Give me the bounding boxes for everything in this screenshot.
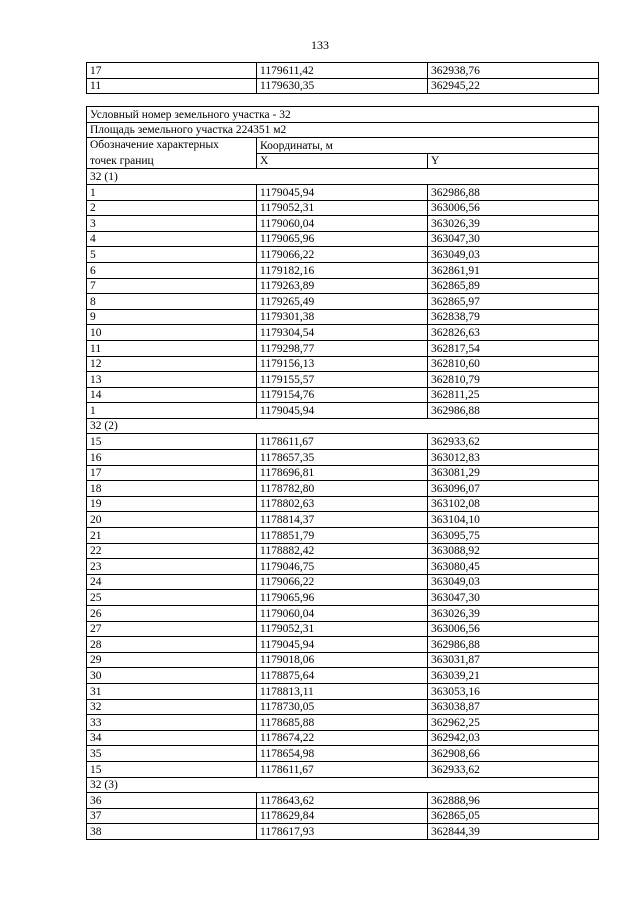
x-cell: 1179045,94 (257, 403, 428, 419)
x-cell: 1179154,76 (257, 387, 428, 403)
table-row (87, 559, 599, 575)
y-cell: 363031,87 (428, 652, 599, 668)
section-label: 32 (1) (87, 169, 599, 185)
y-cell: 362861,91 (428, 262, 599, 278)
point-cell: 6 (87, 262, 257, 278)
y-cell: 362908,66 (428, 746, 599, 762)
parcel-coordinates-table (86, 106, 599, 840)
continuation-table (86, 62, 599, 94)
table-row (87, 262, 599, 278)
point-cell: 25 (87, 590, 257, 606)
y-cell: 362888,96 (428, 793, 599, 809)
table-row (87, 730, 599, 746)
y-cell: 363038,87 (428, 699, 599, 715)
point-cell: 15 (87, 761, 257, 777)
point-cell: 20 (87, 512, 257, 528)
y-cell: 362986,88 (428, 403, 599, 419)
table-row (87, 78, 599, 94)
header-row-1 (87, 138, 599, 154)
y-cell: 363026,39 (428, 216, 599, 232)
y-cell: 363080,45 (428, 559, 599, 575)
x-cell: 1178617,93 (257, 824, 428, 840)
x-cell: 1178813,11 (257, 683, 428, 699)
table-row (87, 403, 599, 419)
point-cell: 24 (87, 574, 257, 590)
point-cell: 33 (87, 715, 257, 731)
point-cell: 36 (87, 793, 257, 809)
y-cell: 363039,21 (428, 668, 599, 684)
x-cell: 1179066,22 (257, 247, 428, 263)
table-row (87, 699, 599, 715)
table-row (87, 184, 599, 200)
x-cell: 1178643,62 (257, 793, 428, 809)
x-cell: 1178875,64 (257, 668, 428, 684)
table-row (87, 793, 599, 809)
table-row (87, 637, 599, 653)
y-cell: 363095,75 (428, 528, 599, 544)
table-row (87, 278, 599, 294)
y-header: Y (428, 153, 599, 169)
point-cell: 17 (87, 63, 257, 79)
y-cell: 363012,83 (428, 450, 599, 466)
y-cell: 362865,05 (428, 808, 599, 824)
x-cell: 1178629,84 (257, 808, 428, 824)
y-cell: 363049,03 (428, 247, 599, 263)
parcel-title: Условный номер земельного участка - 32 (87, 107, 599, 123)
section-label: 32 (2) (87, 418, 599, 434)
point-cell: 1 (87, 184, 257, 200)
table-row (87, 372, 599, 388)
x-cell: 1178730,05 (257, 699, 428, 715)
parcel-title-row (87, 107, 599, 123)
point-cell: 1 (87, 403, 257, 419)
table-row (87, 340, 599, 356)
page-number: 133 (311, 38, 329, 52)
table-row (87, 465, 599, 481)
x-cell: 1178814,37 (257, 512, 428, 528)
y-cell: 362838,79 (428, 309, 599, 325)
x-cell: 1179046,75 (257, 559, 428, 575)
point-cell: 32 (87, 699, 257, 715)
x-cell: 1178685,88 (257, 715, 428, 731)
table-row (87, 715, 599, 731)
section-label-row (87, 777, 599, 793)
y-cell: 363006,56 (428, 200, 599, 216)
point-cell: 15 (87, 434, 257, 450)
table-row (87, 450, 599, 466)
table-row (87, 63, 599, 79)
table-row (87, 200, 599, 216)
y-cell: 363104,10 (428, 512, 599, 528)
points-header-line1: Обозначение характерных (87, 138, 257, 154)
x-cell: 1179304,54 (257, 325, 428, 341)
points-header-line2: точек границ (87, 153, 257, 169)
point-cell: 8 (87, 294, 257, 310)
table-row (87, 808, 599, 824)
x-cell: 1178782,80 (257, 481, 428, 497)
y-cell: 363049,03 (428, 574, 599, 590)
point-cell: 13 (87, 372, 257, 388)
table-row (87, 325, 599, 341)
point-cell: 5 (87, 247, 257, 263)
x-cell: 1178611,67 (257, 761, 428, 777)
point-cell: 4 (87, 231, 257, 247)
point-cell: 28 (87, 637, 257, 653)
parcel-area: Площадь земельного участка 224351 м2 (87, 122, 599, 138)
point-cell: 30 (87, 668, 257, 684)
table-row (87, 590, 599, 606)
table-row (87, 543, 599, 559)
point-cell: 37 (87, 808, 257, 824)
y-cell: 362865,89 (428, 278, 599, 294)
point-cell: 35 (87, 746, 257, 762)
y-cell: 362986,88 (428, 637, 599, 653)
x-header: X (257, 153, 428, 169)
x-cell: 1179066,22 (257, 574, 428, 590)
y-cell: 363081,29 (428, 465, 599, 481)
y-cell: 362942,03 (428, 730, 599, 746)
x-cell: 1178674,22 (257, 730, 428, 746)
x-cell: 1179155,57 (257, 372, 428, 388)
x-cell: 1179045,94 (257, 184, 428, 200)
y-cell: 363006,56 (428, 621, 599, 637)
y-cell: 362933,62 (428, 761, 599, 777)
section-label-row (87, 169, 599, 185)
x-cell: 1179182,16 (257, 262, 428, 278)
table-row (87, 231, 599, 247)
x-cell: 1179065,96 (257, 231, 428, 247)
y-cell: 362826,63 (428, 325, 599, 341)
point-cell: 38 (87, 824, 257, 840)
table-row (87, 761, 599, 777)
table-row (87, 356, 599, 372)
header-row-2 (87, 153, 599, 169)
table-row (87, 294, 599, 310)
x-cell: 1179065,96 (257, 590, 428, 606)
x-cell: 1179156,13 (257, 356, 428, 372)
x-cell: 1179060,04 (257, 216, 428, 232)
y-cell: 362810,60 (428, 356, 599, 372)
point-cell: 21 (87, 528, 257, 544)
point-cell: 7 (87, 278, 257, 294)
table-row (87, 512, 599, 528)
point-cell: 10 (87, 325, 257, 341)
point-cell: 29 (87, 652, 257, 668)
parcel-area-row (87, 122, 599, 138)
x-cell: 1179265,49 (257, 294, 428, 310)
x-cell: 1179052,31 (257, 621, 428, 637)
point-cell: 9 (87, 309, 257, 325)
table-row (87, 606, 599, 622)
table-row (87, 824, 599, 840)
point-cell: 14 (87, 387, 257, 403)
point-cell: 19 (87, 496, 257, 512)
table-row (87, 434, 599, 450)
y-cell: 362986,88 (428, 184, 599, 200)
y-cell: 363047,30 (428, 231, 599, 247)
section-label-row (87, 418, 599, 434)
point-cell: 26 (87, 606, 257, 622)
table-row (87, 668, 599, 684)
y-cell: 363053,16 (428, 683, 599, 699)
table-row (87, 496, 599, 512)
y-cell: 362938,76 (428, 63, 599, 79)
x-cell: 1178657,35 (257, 450, 428, 466)
table-row (87, 621, 599, 637)
y-cell: 363102,08 (428, 496, 599, 512)
y-cell: 362817,54 (428, 340, 599, 356)
y-cell: 363088,92 (428, 543, 599, 559)
point-cell: 27 (87, 621, 257, 637)
x-cell: 1179045,94 (257, 637, 428, 653)
x-cell: 1179630,35 (257, 78, 428, 94)
y-cell: 362945,22 (428, 78, 599, 94)
y-cell: 362844,39 (428, 824, 599, 840)
section-label: 32 (3) (87, 777, 599, 793)
point-cell: 18 (87, 481, 257, 497)
point-cell: 3 (87, 216, 257, 232)
x-cell: 1179301,38 (257, 309, 428, 325)
y-cell: 362865,97 (428, 294, 599, 310)
y-cell: 362810,79 (428, 372, 599, 388)
x-cell: 1179611,42 (257, 63, 428, 79)
table-row (87, 216, 599, 232)
y-cell: 362933,62 (428, 434, 599, 450)
point-cell: 22 (87, 543, 257, 559)
table-row (87, 387, 599, 403)
y-cell: 362811,25 (428, 387, 599, 403)
x-cell: 1179298,77 (257, 340, 428, 356)
point-cell: 2 (87, 200, 257, 216)
point-cell: 16 (87, 450, 257, 466)
y-cell: 363026,39 (428, 606, 599, 622)
y-cell: 363096,07 (428, 481, 599, 497)
point-cell: 11 (87, 78, 257, 94)
y-cell: 363047,30 (428, 590, 599, 606)
point-cell: 11 (87, 340, 257, 356)
table-row (87, 683, 599, 699)
x-cell: 1179018,06 (257, 652, 428, 668)
table-row (87, 481, 599, 497)
point-cell: 23 (87, 559, 257, 575)
x-cell: 1178696,81 (257, 465, 428, 481)
table-row (87, 746, 599, 762)
table-row (87, 309, 599, 325)
point-cell: 12 (87, 356, 257, 372)
point-cell: 31 (87, 683, 257, 699)
x-cell: 1178654,98 (257, 746, 428, 762)
table-row (87, 247, 599, 263)
x-cell: 1178611,67 (257, 434, 428, 450)
table-row (87, 574, 599, 590)
coords-header: Координаты, м (257, 138, 599, 154)
table-row (87, 528, 599, 544)
x-cell: 1178882,42 (257, 543, 428, 559)
x-cell: 1179263,89 (257, 278, 428, 294)
x-cell: 1179052,31 (257, 200, 428, 216)
x-cell: 1178802,63 (257, 496, 428, 512)
point-cell: 34 (87, 730, 257, 746)
x-cell: 1178851,79 (257, 528, 428, 544)
table-row (87, 652, 599, 668)
y-cell: 362962,25 (428, 715, 599, 731)
x-cell: 1179060,04 (257, 606, 428, 622)
point-cell: 17 (87, 465, 257, 481)
